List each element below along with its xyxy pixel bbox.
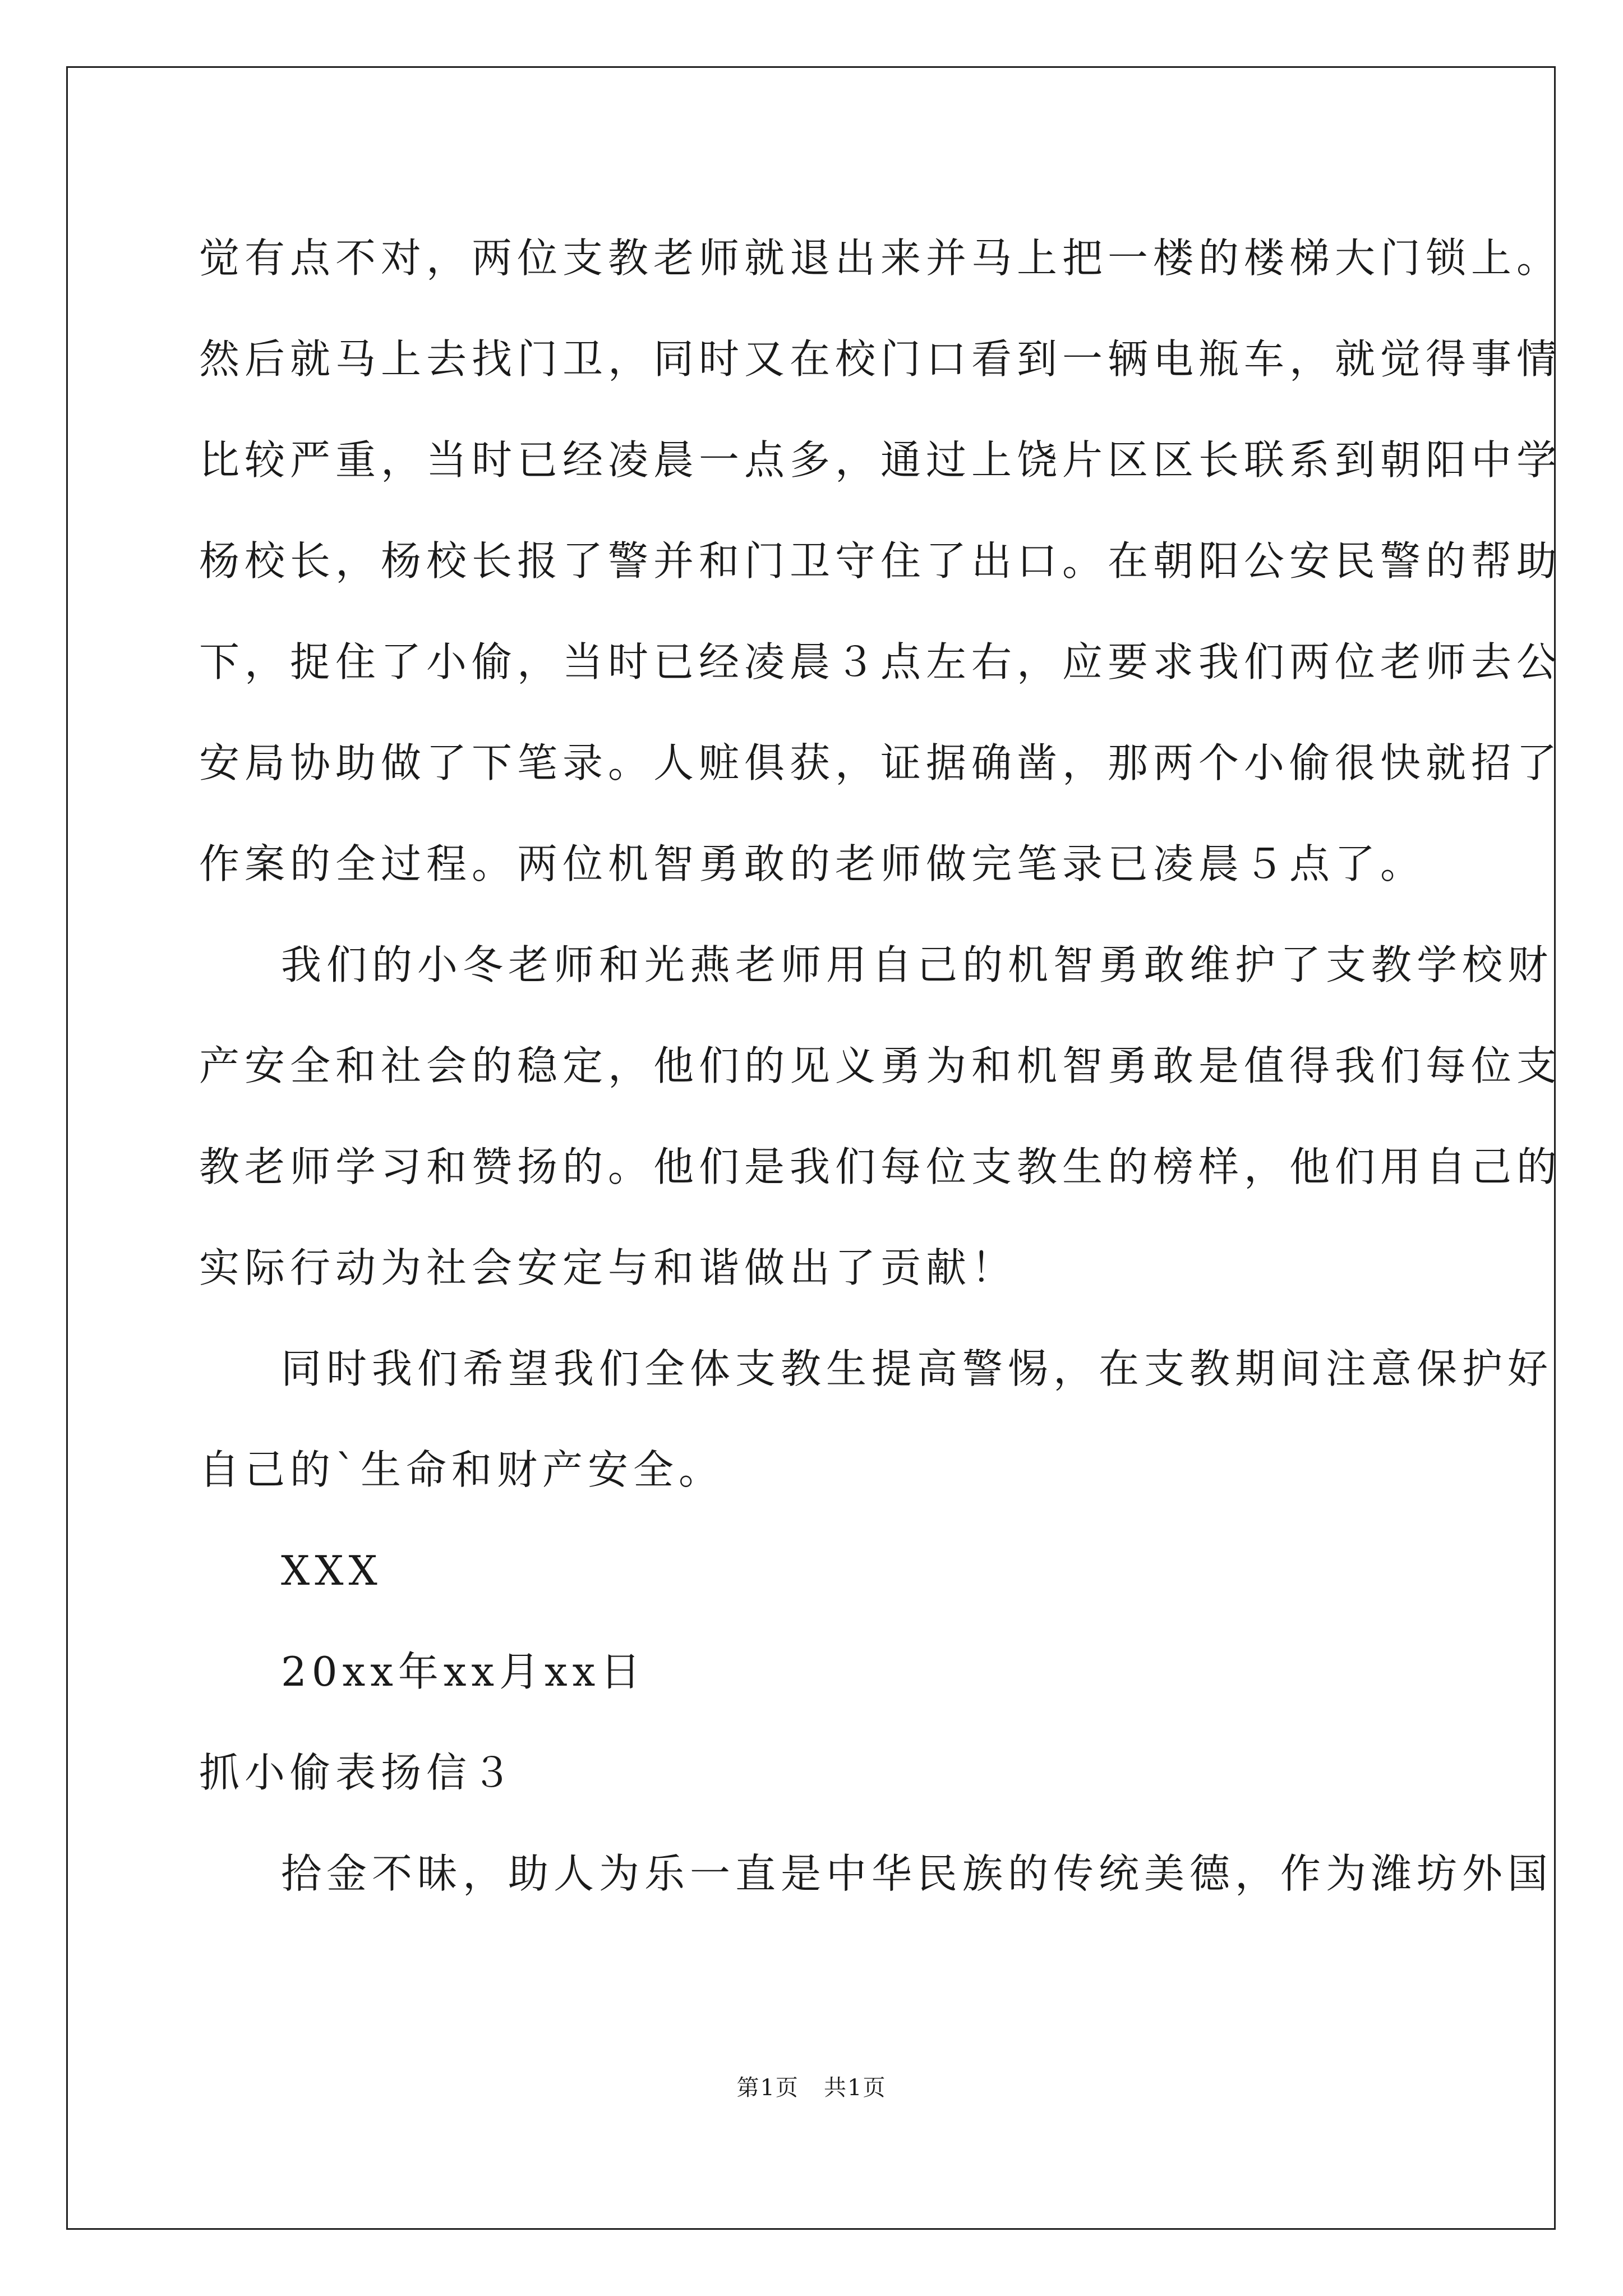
body-line: 拾金不昧，助人为乐一直是中华民族的传统美德，作为潍坊外国 — [281, 1850, 1553, 1897]
body-line: 下，捉住了小偷，当时已经凌晨３点左右，应要求我们两位老师去公 — [199, 638, 1562, 685]
body-line: 比较严重，当时已经凌晨一点多，通过上饶片区区长联系到朝阳中学 — [199, 436, 1562, 484]
body-line: 实际行动为社会安定与和谐做出了贡献！ — [199, 1244, 1017, 1291]
signature-name: XXX — [281, 1547, 382, 1594]
body-line: 教老师学习和赞扬的。他们是我们每位支教生的榜样，他们用自己的 — [199, 1143, 1562, 1190]
body-line: 作案的全过程。两位机智勇敢的老师做完笔录已凌晨５点了。 — [199, 840, 1426, 887]
page-footer: 第1页 共1页 — [736, 2075, 887, 2101]
body-line: 我们的小冬老师和光燕老师用自己的机智勇敢维护了支教学校财 — [281, 941, 1553, 988]
signature-date: 20xx年xx月xx日 — [281, 1648, 646, 1695]
body-line: 杨校长，杨校长报了警并和门卫守住了出口。在朝阳公安民警的帮助 — [199, 537, 1562, 585]
body-line: 同时我们希望我们全体支教生提高警惕，在支教期间注意保护好 — [281, 1345, 1553, 1392]
body-line: 产安全和社会的稳定，他们的见义勇为和机智勇敢是值得我们每位支 — [199, 1042, 1562, 1089]
section-title: 抓小偷表扬信３ — [199, 1749, 518, 1796]
body-line: 觉有点不对，两位支教老师就退出来并马上把一楼的楼梯大门锁上。 — [199, 234, 1562, 282]
document-body — [199, 208, 1562, 1924]
body-line: 自己的`生命和财产安全。 — [199, 1446, 725, 1493]
body-line: 安局协助做了下笔录。人赃俱获，证据确凿，那两个小偷很快就招了 — [199, 739, 1562, 786]
body-line: 然后就马上去找门卫，同时又在校门口看到一辆电瓶车，就觉得事情 — [199, 335, 1562, 383]
